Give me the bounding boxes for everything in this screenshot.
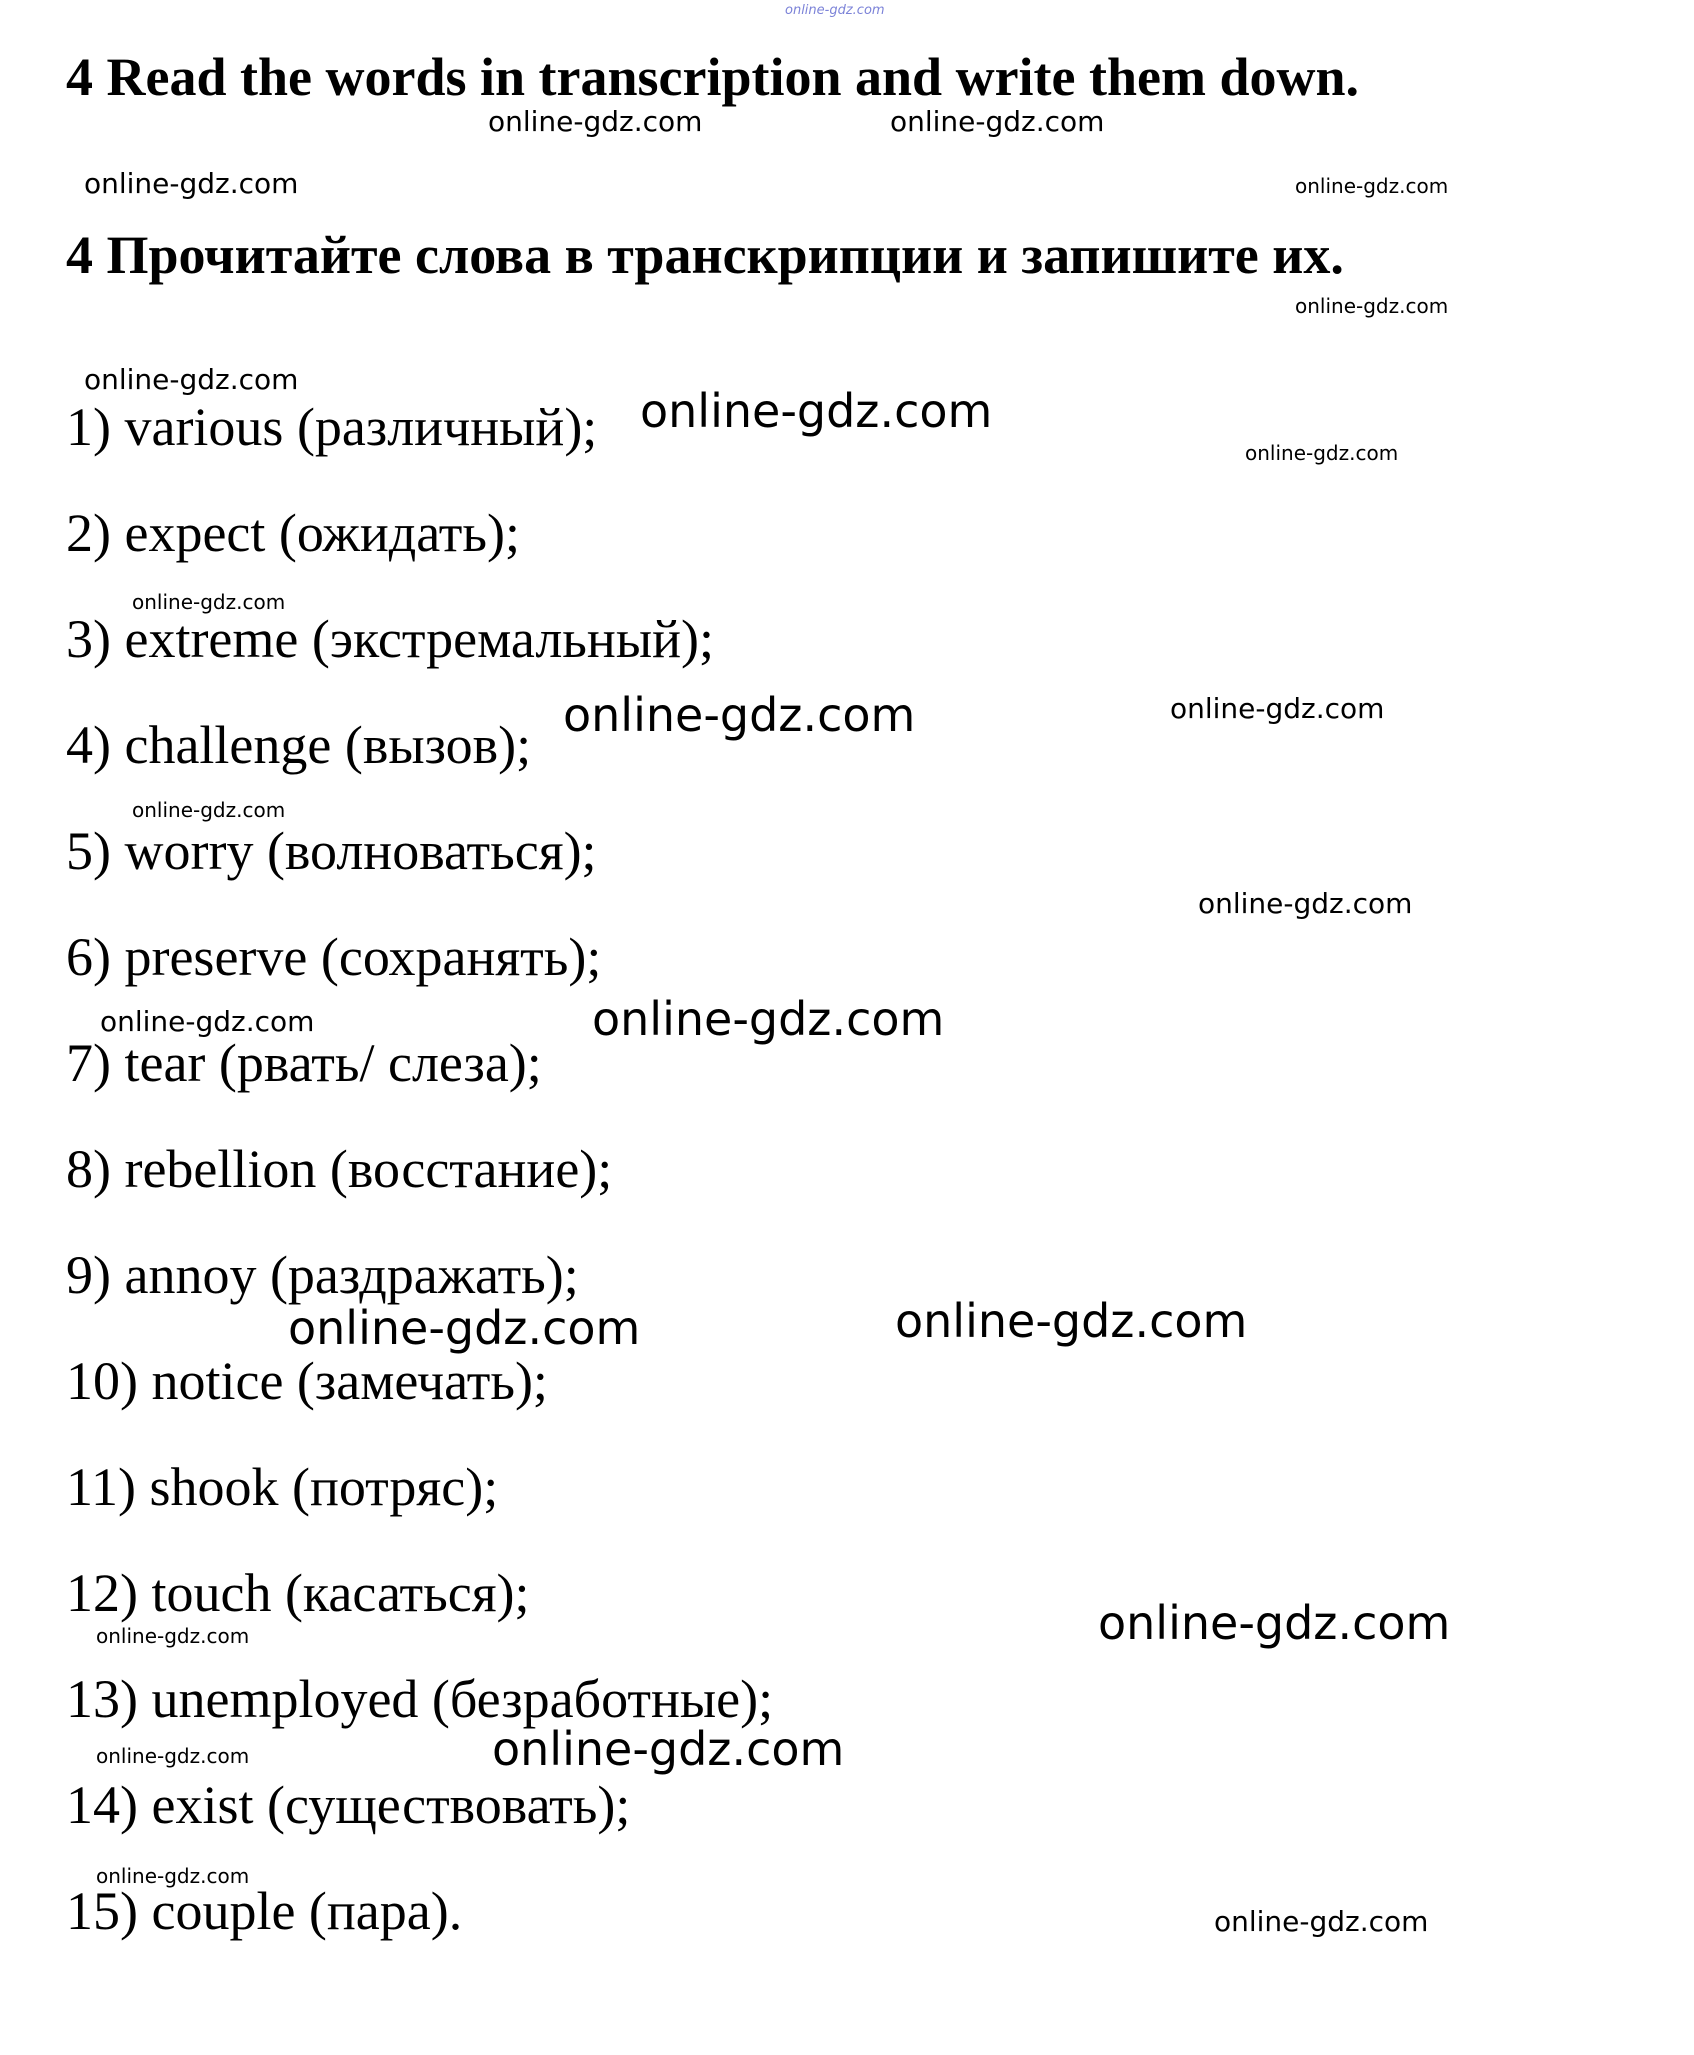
watermark: online-gdz.com <box>96 1624 250 1648</box>
watermark: online-gdz.com <box>592 992 945 1046</box>
word-item-14: 14) exist (существовать); <box>66 1775 631 1835</box>
word-item-2: 2) expect (ожидать); <box>66 503 520 563</box>
word-item-6: 6) preserve (сохранять); <box>66 927 602 987</box>
word-item-13: 13) unemployed (безработные); <box>66 1669 774 1729</box>
word-item-5: 5) worry (волноваться); <box>66 821 597 881</box>
watermark: online-gdz.com <box>563 688 916 742</box>
watermark: online-gdz.com <box>895 1294 1248 1348</box>
heading-russian: 4 Прочитайте слова в транскрипции и запишите их. <box>66 225 1344 285</box>
watermark: online-gdz.com <box>96 1864 250 1888</box>
word-item-1: 1) various (различный); <box>66 397 598 457</box>
word-item-10: 10) notice (замечать); <box>66 1351 548 1411</box>
word-item-11: 11) shook (потряс); <box>66 1457 499 1517</box>
watermark: online-gdz.com <box>1245 441 1399 465</box>
word-item-9: 9) annoy (раздражать); <box>66 1245 579 1305</box>
watermark: online-gdz.com <box>288 1301 641 1355</box>
word-item-15: 15) couple (пара). <box>66 1881 463 1941</box>
watermark: online-gdz.com <box>492 1722 845 1776</box>
watermark: online-gdz.com <box>100 1005 315 1038</box>
watermark: online-gdz.com <box>132 590 286 614</box>
watermark: online-gdz.com <box>640 384 993 438</box>
watermark: online-gdz.com <box>1295 174 1449 198</box>
watermark: online-gdz.com <box>84 363 299 396</box>
word-item-4: 4) challenge (вызов); <box>66 715 532 775</box>
word-item-12: 12) touch (касаться); <box>66 1563 530 1623</box>
watermark: online-gdz.com <box>1098 1596 1451 1650</box>
watermark: online-gdz.com <box>1170 692 1385 725</box>
watermark: online-gdz.com <box>96 1744 250 1768</box>
watermark: online-gdz.com <box>1295 294 1449 318</box>
word-item-8: 8) rebellion (восстание); <box>66 1139 613 1199</box>
heading-english: 4 Read the words in transcription and write them down. <box>66 47 1360 107</box>
watermark: online-gdz.com <box>1198 887 1413 920</box>
watermark: online-gdz.com <box>1214 1905 1429 1938</box>
watermark-top: online-gdz.com <box>785 3 885 18</box>
watermark: online-gdz.com <box>84 167 299 200</box>
word-item-7: 7) tear (рвать/ слеза); <box>66 1033 542 1093</box>
watermark: online-gdz.com <box>488 105 703 138</box>
word-item-3: 3) extreme (экстремальный); <box>66 609 714 669</box>
watermark: online-gdz.com <box>132 798 286 822</box>
watermark: online-gdz.com <box>890 105 1105 138</box>
